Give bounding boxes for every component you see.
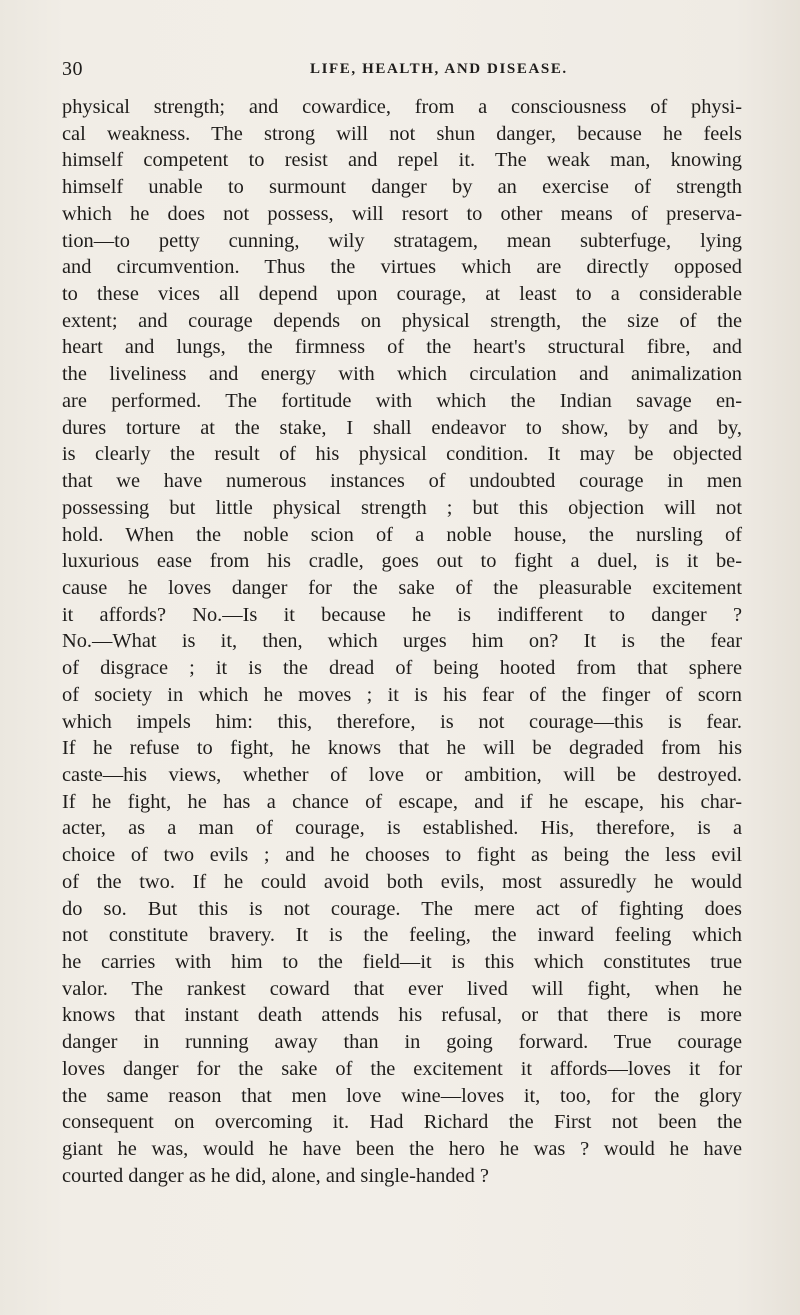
text-line: the liveliness and energy with which circulation and animalization [62, 363, 742, 386]
text-line: possessing but little physical strength ; but this objection will not [62, 496, 742, 519]
text-line: not constitute bravery. It is the feeling, the inward feeling which [62, 924, 742, 947]
text-line: heart and lungs, the firmness of the heart's structural fibre, and [62, 336, 742, 359]
text-line: acter, as a man of courage, is established. His, therefore, is a [62, 817, 742, 840]
text-line: hold. When the noble scion of a noble house, the nursling of [62, 523, 742, 546]
text-line: that we have numerous instances of undoubted courage in men [62, 470, 742, 493]
text-line: which impels him: this, therefore, is not courage—this is fear. [62, 710, 742, 733]
text-line: to these vices all depend upon courage, at least to a considerable [62, 283, 742, 306]
text-line: choice of two evils ; and he chooses to fight as being the less evil [62, 844, 742, 867]
text-line: and circumvention. Thus the virtues which are directly opposed [62, 256, 742, 279]
text-line: himself competent to resist and repel it. The weak man, knowing [62, 149, 742, 172]
text-line: luxurious ease from his cradle, goes out to fight a duel, is it be- [62, 550, 742, 573]
text-line: If he fight, he has a chance of escape, and if he escape, his char- [62, 790, 742, 813]
text-line: giant he was, would he have been the hero he was ? would he have [62, 1138, 742, 1161]
text-line: valor. The rankest coward that ever lived will fight, when he [62, 977, 742, 1000]
text-line: do so. But this is not courage. The mere act of fighting does [62, 897, 742, 920]
page-number: 30 [62, 58, 83, 80]
text-line: caste—his views, whether of love or ambition, will be destroyed. [62, 763, 742, 786]
text-line: No.—What is it, then, which urges him on? It is the fear [62, 630, 742, 653]
text-line: knows that instant death attends his refusal, or that there is more [62, 1004, 742, 1027]
text-line: is clearly the result of his physical condition. It may be objected [62, 443, 742, 466]
text-line: dures torture at the stake, I shall endeavor to show, by and by, [62, 416, 742, 439]
text-line: it affords? No.—Is it because he is indifferent to danger ? [62, 603, 742, 626]
text-line: the same reason that men love wine—loves it, too, for the glory [62, 1084, 742, 1107]
text-line: tion—to petty cunning, wily stratagem, mean subterfuge, lying [62, 229, 742, 252]
text-line: If he refuse to fight, he knows that he will be degraded from his [62, 737, 742, 760]
text-line: himself unable to surmount danger by an exercise of strength [62, 176, 742, 199]
running-title: LIFE, HEALTH, AND DISEASE. [310, 61, 568, 77]
text-line: extent; and courage depends on physical strength, the size of the [62, 309, 742, 332]
text-line: consequent on overcoming it. Had Richard the First not been the [62, 1111, 742, 1134]
page-header [62, 58, 742, 82]
text-line: which he does not possess, will resort to other means of preserva- [62, 202, 742, 225]
text-line: physical strength; and cowardice, from a consciousness of physi- [62, 96, 742, 118]
text-line: are performed. The fortitude with which the Indian savage en- [62, 389, 742, 412]
text-line: of the two. If he could avoid both evils, most assuredly he would [62, 870, 742, 893]
text-line: courted danger as he did, alone, and single-handed ? [62, 1164, 489, 1187]
text-line: danger in running away than in going forward. True courage [62, 1031, 742, 1054]
text-line: of disgrace ; it is the dread of being hooted from that sphere [62, 657, 742, 680]
text-line: cal weakness. The strong will not shun danger, because he feels [62, 122, 742, 145]
body-text [62, 94, 742, 1189]
text-line: cause he loves danger for the sake of the pleasurable excitement [62, 576, 742, 599]
text-line: he carries with him to the field—it is this which constitutes true [62, 951, 742, 973]
text-line: of society in which he moves ; it is his fear of the finger of scorn [62, 683, 742, 706]
text-line: loves danger for the sake of the excitement it affords—loves it for [62, 1057, 742, 1080]
